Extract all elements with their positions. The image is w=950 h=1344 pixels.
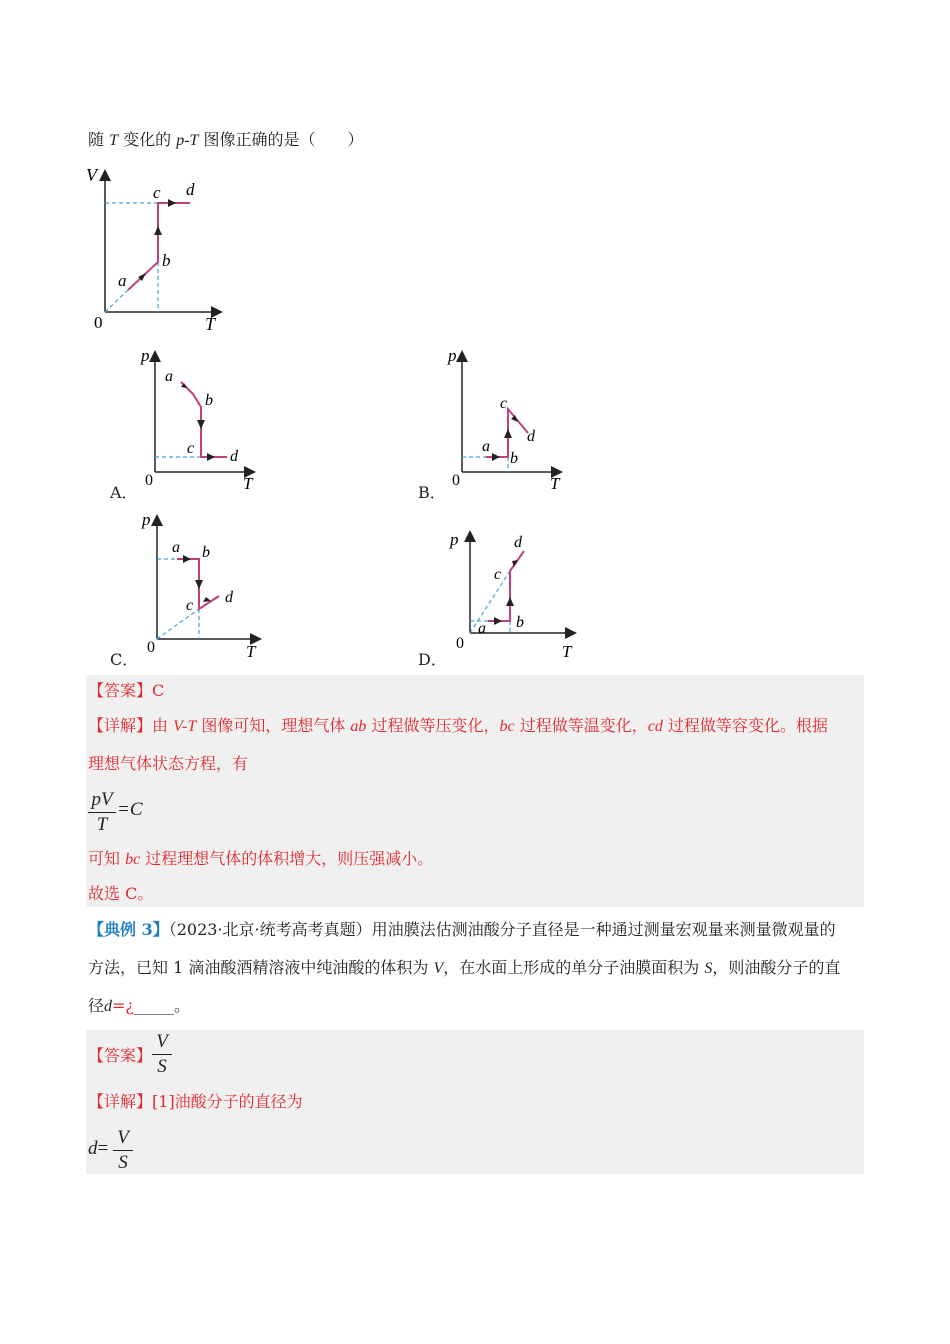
svg-text:b: b	[205, 392, 213, 409]
svg-text:0: 0	[147, 639, 155, 656]
option-c-diagram	[135, 505, 275, 665]
svg-text:b: b	[510, 450, 518, 467]
svg-text:c: c	[186, 597, 194, 614]
svg-text:p: p	[141, 346, 150, 365]
svg-text:p: p	[448, 346, 457, 365]
gas-law-fraction: pV T	[88, 789, 116, 836]
detail-1-line-2: 理想气体状态方程，有	[88, 754, 249, 773]
vt-diagram	[80, 162, 320, 342]
svg-text:b: b	[202, 544, 210, 561]
svg-text:b: b	[516, 614, 524, 631]
svg-text:c: c	[153, 183, 161, 202]
v-axis-label: V	[86, 165, 97, 185]
svg-text:0: 0	[456, 635, 464, 652]
detail-1-line-1: 【详解】由 V-T 图像可知，理想气体 ab 过程做等压变化，bc 过程做等温变化，cd 过程做等容变化。根据	[88, 716, 828, 735]
svg-text:c: c	[494, 566, 502, 583]
option-d-label: D．	[418, 650, 447, 669]
detail-3-lhs: d=	[88, 1138, 109, 1159]
svg-text:d: d	[225, 589, 233, 606]
detail-1-line-4: 故选 C。	[88, 884, 154, 903]
detail-3-fraction: V S	[113, 1127, 133, 1174]
origin-label: 0	[94, 313, 103, 332]
svg-text:d: d	[514, 534, 522, 551]
svg-text:d: d	[527, 428, 535, 445]
svg-text:a: a	[165, 368, 173, 385]
svg-text:c: c	[187, 440, 195, 457]
answer-1: 【答案】C	[88, 681, 165, 700]
svg-text:b: b	[162, 251, 171, 270]
svg-text:T: T	[550, 474, 560, 493]
svg-text:T: T	[243, 474, 253, 493]
t-axis-label: T	[205, 314, 216, 334]
detail-1-line-3: 可知 bc 过程理想气体的体积增大，则压强减小。	[88, 849, 434, 868]
svg-text:p: p	[450, 530, 459, 549]
svg-text:T: T	[562, 642, 572, 661]
option-d-diagram	[442, 525, 592, 665]
svg-text:c: c	[500, 395, 508, 412]
answer-3-fraction: V S	[152, 1031, 172, 1078]
svg-text:d: d	[186, 180, 195, 199]
svg-text:a: a	[118, 271, 127, 290]
question-intro: 随 T 变化的 p-T 图像正确的是（ ）	[88, 130, 364, 149]
example-3-line-2: 方法，已知 1 滴油酸酒精溶液中纯油酸的体积为 V，在水面上形成的单分子油膜面积为 S，则油酸分子的直	[88, 958, 841, 977]
svg-text:a: a	[172, 539, 180, 556]
svg-text:d: d	[230, 448, 238, 465]
option-b-diagram	[442, 343, 582, 493]
answer-3-tag: 【答案】	[88, 1046, 153, 1065]
svg-text:0: 0	[452, 472, 460, 489]
example-3-line-3: 径d=¿_____。	[88, 996, 191, 1015]
option-b-label: B．	[418, 483, 446, 502]
svg-text:T: T	[246, 642, 256, 661]
svg-text:p: p	[142, 510, 151, 529]
gas-law-rhs: =C	[117, 799, 143, 820]
svg-text:a: a	[482, 438, 490, 455]
detail-3-line: 【详解】[1]油酸分子的直径为	[88, 1092, 303, 1111]
example-3-line-1: 【典例 3】（2023·北京·统考高考真题）用油膜法估测油酸分子直径是一种通过测量宏观量来测量微观量的	[88, 920, 836, 939]
option-a-diagram	[135, 343, 275, 493]
option-a-label: A．	[110, 483, 138, 502]
answer-block-1	[86, 675, 864, 907]
svg-text:0: 0	[145, 472, 153, 489]
option-c-label: C．	[110, 650, 139, 669]
svg-text:a: a	[478, 620, 486, 637]
